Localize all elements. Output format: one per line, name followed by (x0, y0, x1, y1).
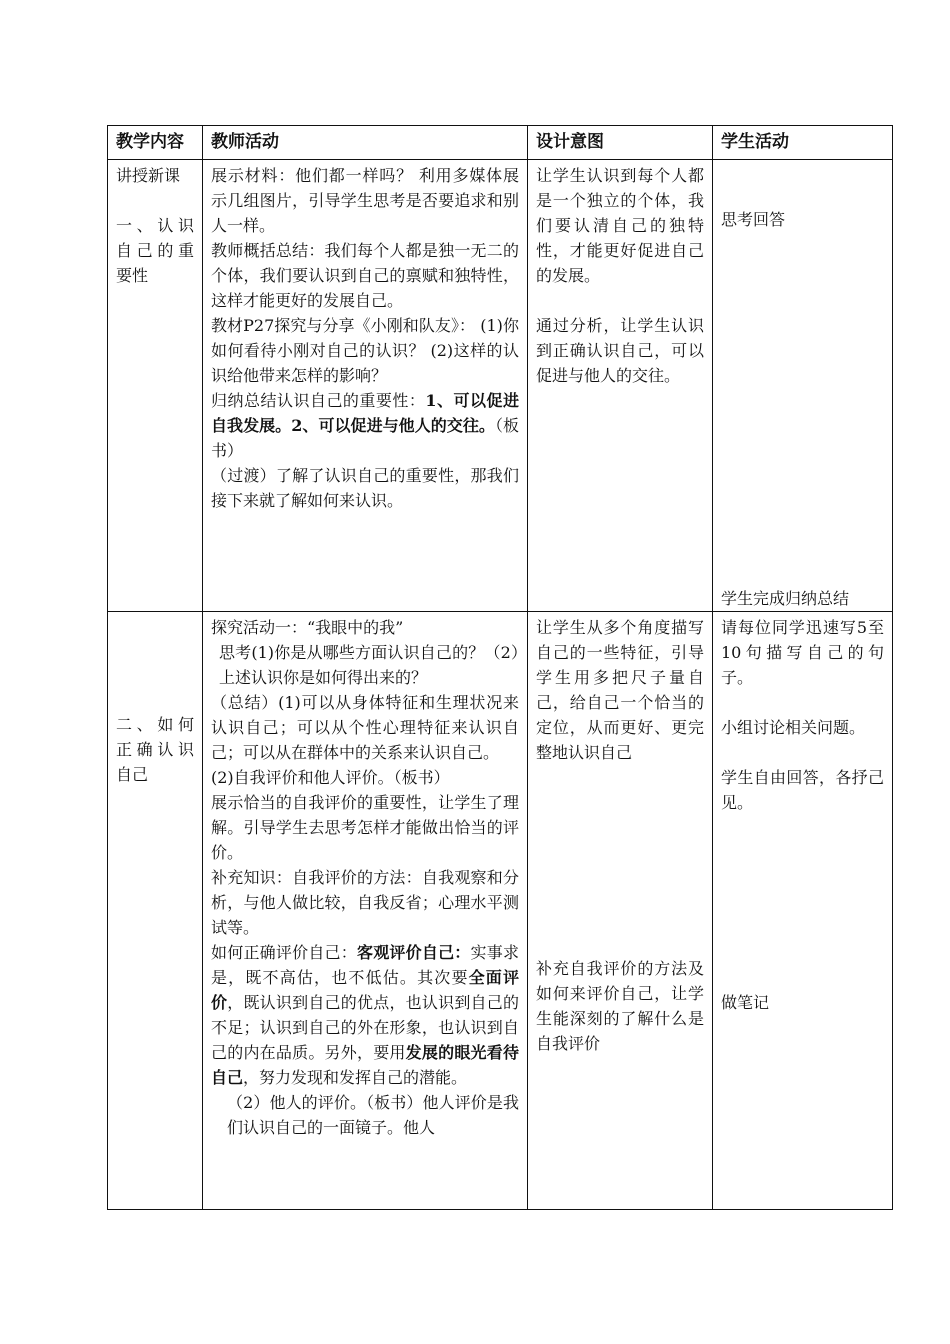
student-text: 思考回答 (721, 210, 786, 229)
text-run: 实事求是，既不高估，也不低估。其次要 (211, 943, 519, 987)
teacher-text: 思考(1)你是从哪些方面认识自己的？（2）上述认识你是如何得出来的？ (219, 643, 519, 687)
section-label: 讲授新课 (116, 166, 181, 185)
teacher-cell (203, 160, 528, 612)
header-design: 设计意图 (528, 126, 713, 160)
teacher-text: (2)自我评价和他人评价。（板书） (211, 768, 450, 787)
text-run: ，既认识到自己的优点，也认识到自己的不足；认识到自己的外在形象，也认识到自己的内在品质。另外，要用 (211, 993, 519, 1062)
teacher-text: 补充知识：自我评价的方法：自我观察和分析，与他人做比较，自我反省；心理水平测试等。 (211, 868, 519, 937)
design-text: 让学生从多个角度描写自己的一些特征，引导学生用多把尺子量自己，给自己一个恰当的定位，从而更好、更完整地认识自己 (536, 618, 704, 762)
header-row (108, 126, 893, 160)
design-text: 补充自我评价的方法及如何来评价自己，让学生能深刻的了解什么是自我评价 (536, 959, 704, 1053)
teacher-text: 展示材料：他们都一样吗？ 利用多媒体展示几组图片，引导学生思考是否要追求和别人一样。 (211, 166, 519, 235)
teacher-text: 教材P27探究与分享《小刚和队友》： (1)你如何看待小刚对自己的认识？ (2)这样的认识给他带来怎样的影响？ (211, 316, 519, 385)
design-cell (528, 612, 713, 1210)
text-run: ，努力发现和发挥自己的潜能。 (243, 1068, 468, 1087)
teacher-text: 探究活动一：“我眼中的我” (211, 618, 404, 637)
student-text: 学生自由回答，各抒己见。 (721, 768, 884, 812)
bold-text: 1、可以促进自我发展。2、可以促进与他人的交往。 (211, 391, 519, 435)
header-student: 学生活动 (713, 126, 893, 160)
header-teacher: 教师活动 (203, 126, 528, 160)
teacher-text: （过渡）了解了认识自己的重要性，那我们接下来就了解如何来认识。 (211, 466, 519, 510)
design-text: 通过分析，让学生认识到正确认识自己，可以促进与他人的交往。 (536, 316, 704, 385)
teacher-cell (203, 612, 528, 1210)
student-cell (713, 612, 893, 1210)
table-row (108, 612, 893, 1210)
header-content: 教学内容 (108, 126, 203, 160)
teacher-text: （2）他人的评价。（板书）他人评价是我们认识自己的一面镜子。他人 (227, 1093, 519, 1137)
student-text: 小组讨论相关问题。 (721, 718, 866, 737)
section-title: 一、认识自己的重要性 (116, 216, 194, 285)
lesson-plan-table (107, 125, 893, 1210)
bold-text: 发展的眼光看待自己 (211, 1043, 519, 1087)
table-row (108, 160, 893, 612)
student-text: 做笔记 (721, 993, 770, 1012)
bold-text: 客观评价自己： (356, 943, 471, 962)
bold-text: 全面评价 (211, 968, 519, 1012)
teacher-text: 展示恰当的自我评价的重要性，让学生了理解。引导学生去思考怎样才能做出恰当的评价。 (211, 793, 519, 862)
teacher-text: 教师概括总结：我们每个人都是独一无二的个体，我们要认识到自己的禀赋和独特性，这样才能更好的发展自己。 (211, 241, 519, 310)
text-run: （板书） (211, 416, 519, 460)
teacher-text (211, 388, 519, 463)
design-cell (528, 160, 713, 612)
content-cell (108, 612, 203, 1210)
design-text: 让学生认识到每个人都是一个独立的个体，我们要认清自己的独特性，才能更好促进自己的发展。 (536, 166, 704, 285)
student-cell (713, 160, 893, 612)
content-cell (108, 160, 203, 612)
teacher-text: （总结）(1)可以从身体特征和生理状况来认识自己；可以从个性心理特征来认识自己；可以从在群体中的关系来认识自己。 (211, 693, 519, 762)
student-text: 请每位同学迅速写5至10句描写自己的句子。 (721, 618, 884, 687)
student-text: 学生完成归纳总结 (721, 589, 850, 608)
text-run: 如何正确评价自己： (211, 943, 357, 962)
teacher-text (211, 940, 519, 1090)
section-title: 二、如何正确认识自己 (116, 715, 194, 784)
text-run: 归纳总结认识自己的重要性： (211, 391, 426, 410)
